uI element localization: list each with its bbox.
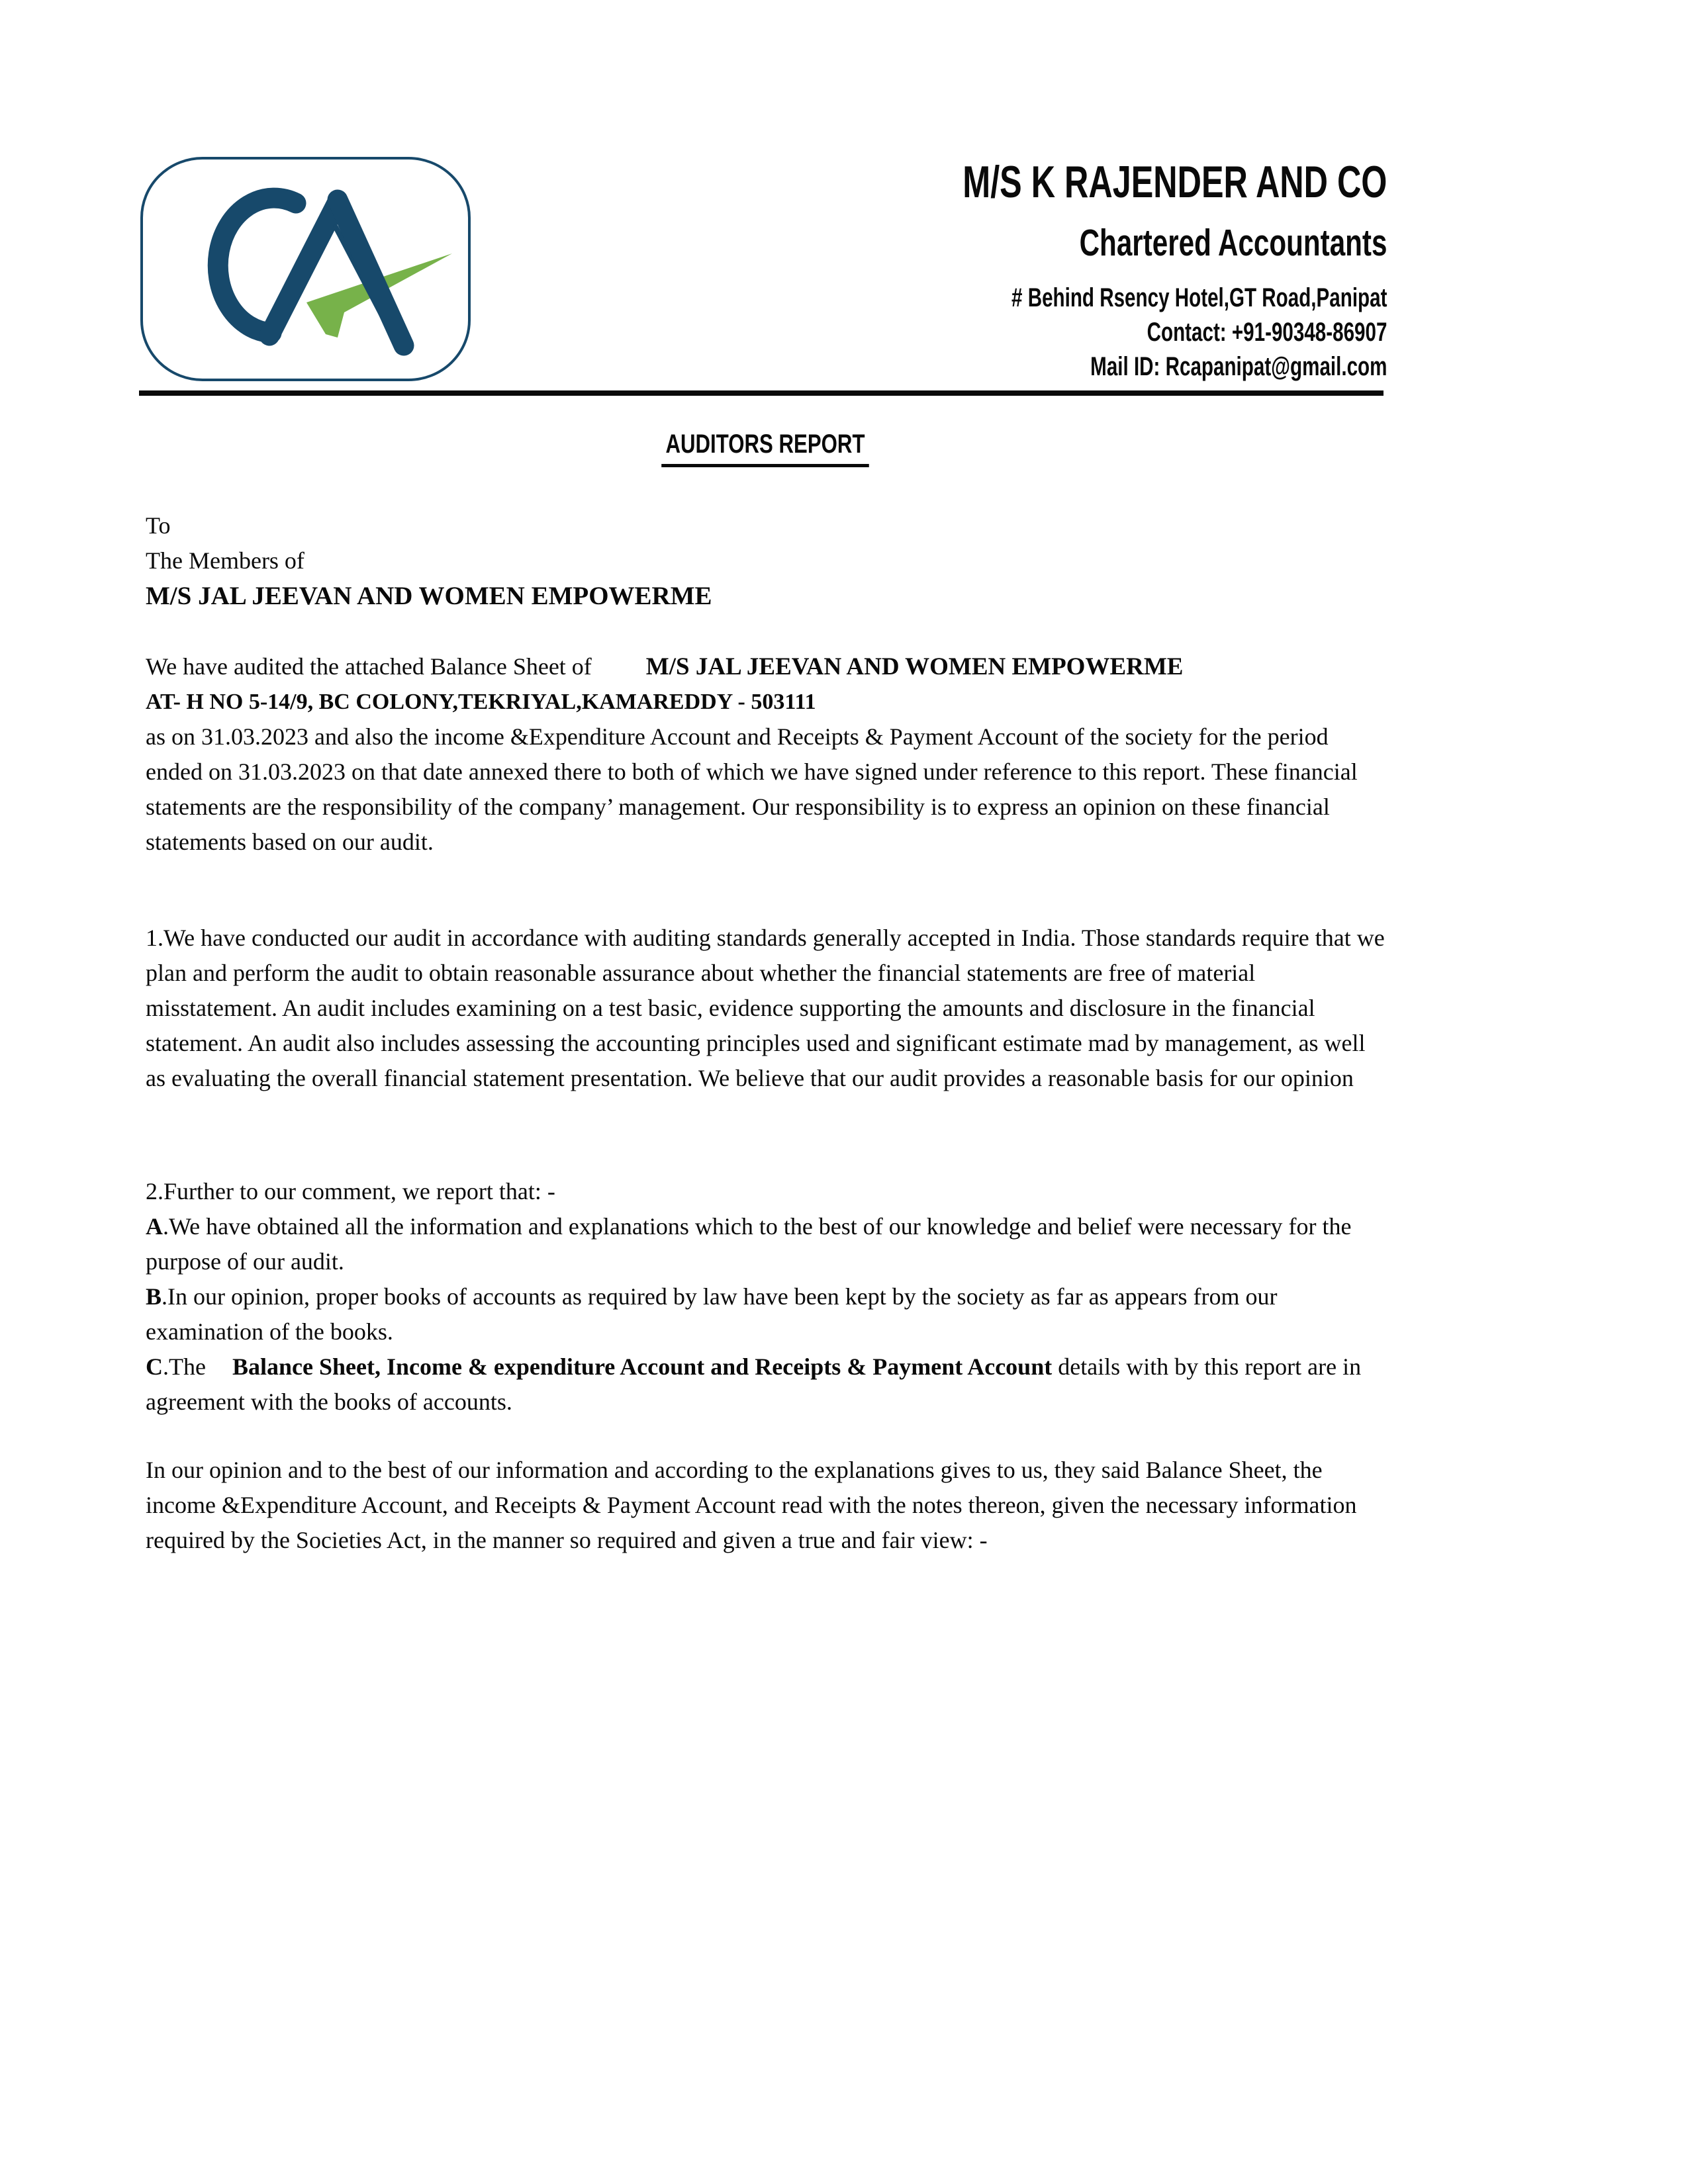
paragraph-2 [146,1174,1385,1420]
paragraph-3: In our opinion and to the best of our information and according to the explanations gives to us, they said Balance Sheet, the income &Expenditure Account, and Receipts & Payment Account read with the notes thereon, given the necessary information required by the Societies Act, in the manner so required and given a true and fair view: - [146,1457,1357,1553]
report-title: AUDITORS REPORT [661,428,869,467]
firm-email: Mail ID: Rcapanipat@gmail.com [1090,352,1387,381]
report-body [146,396,1385,1558]
item-c-bold: Balance Sheet, Income & expenditure Account and Receipts & Payment Account [232,1353,1053,1380]
item-a-text: .We have obtained all the information and explanations which to the best of our knowledge and belief were necessary for the purpose of our audit. [146,1213,1352,1275]
intro-paragraph [146,649,1385,860]
firm-address: # Behind Rsency Hotel,GT Road,Panipat [1011,283,1387,312]
intro-entity: M/S JAL JEEVAN AND WOMEN EMPOWERME [645,653,1184,680]
item-c-label: C [146,1353,163,1380]
paragraph-2-item-a [146,1209,1385,1279]
paragraph-2-intro: 2.Further to our comment, we report that: - [146,1178,555,1205]
ca-logo-icon [139,156,472,383]
firm-contact: Contact: +91-90348-86907 [1147,318,1387,347]
paragraph-2-item-b [146,1279,1385,1349]
paragraph-2-item-c [146,1349,1385,1420]
item-a-label: A [146,1213,163,1240]
intro-lead: We have audited the attached Balance Sheet of [146,653,592,680]
item-b-text: .In our opinion, proper books of accounts as required by law have been kept by the society as far as appears from our examination of the books. [146,1283,1278,1345]
intro-address-line: AT- H NO 5-14/9, BC COLONY,TEKRIYAL,KAMAREDDY - 503111 [146,690,816,714]
item-c-lead: .The [163,1353,206,1380]
ca-logo [139,156,472,383]
recipient-block [146,508,1385,614]
recipient-entity: M/S JAL JEEVAN AND WOMEN EMPOWERME [146,582,712,610]
recipient-line: The Members of [146,547,305,574]
firm-block [962,158,1387,384]
recipient-salutation: To [146,512,171,539]
intro-body: as on 31.03.2023 and also the income &Expenditure Account and Receipts & Payment Account of the society for the period ended on 31.03.2023 on that date annexed there to both of which we have signed under reference to this report. These financial statements are the responsibility of the company’ management. Our responsibility is to express an opinion on these financial statements based on our audit. [146,723,1358,855]
report-title-row [146,428,1385,474]
firm-name: M/S K RAJENDER AND CO [962,157,1387,207]
firm-subtitle: Chartered Accountants [1079,222,1387,264]
paragraph-1: 1.We have conducted our audit in accordance with auditing standards generally accepted in India. Those standards require that we plan and perform the audit to obtain reasonable assurance about whether the financial statements are free of material misstatement. An audit includes examining on a test basic, evidence supporting the amounts and disclosure in the financial statement. An audit also includes assessing the accounting principles used and significant estimate mad by management, as well as evaluating the overall financial statement presentation. We believe that our audit provides a reasonable basis for our opinion [146,925,1385,1091]
header-divider [139,390,1383,396]
item-b-label: B [146,1283,162,1310]
intro-lead-line [146,649,1385,684]
item-c-rest: details with by this report are in agreement with the books of accounts. [146,1353,1362,1415]
